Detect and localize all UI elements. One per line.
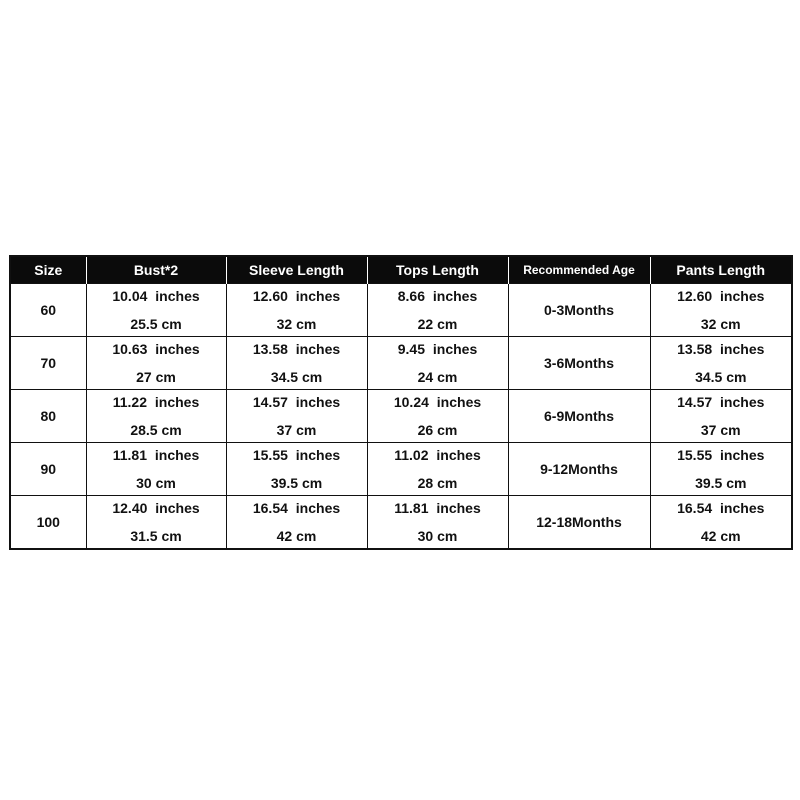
pants-inches: 15.55 inches xyxy=(677,447,765,463)
pants-cell xyxy=(650,284,792,337)
bust-cm: 25.5 cm xyxy=(130,316,182,332)
tops-inches: 8.66 inches xyxy=(397,288,478,304)
header-row xyxy=(10,256,792,284)
tops-inches: 11.02 inches xyxy=(394,447,481,463)
tops-cm: 22 cm xyxy=(417,316,458,332)
sleeve-cell xyxy=(226,390,367,443)
sleeve-cm: 34.5 cm xyxy=(270,369,323,385)
pants-cell xyxy=(650,390,792,443)
table-row xyxy=(10,337,792,390)
tops-inches: 11.81 inches xyxy=(394,500,481,516)
age-cell: 12-18Months xyxy=(508,496,650,550)
pants-inches: 13.58 inches xyxy=(677,341,765,357)
age-cell: 6-9Months xyxy=(508,390,650,443)
pants-cell xyxy=(650,496,792,550)
sleeve-cm: 42 cm xyxy=(276,528,317,544)
tops-cm: 24 cm xyxy=(417,369,458,385)
bust-inches: 12.40 inches xyxy=(112,500,200,516)
age-cell: 3-6Months xyxy=(508,337,650,390)
size-cell: 60 xyxy=(10,284,86,337)
size-cell: 80 xyxy=(10,390,86,443)
bust-cm: 31.5 cm xyxy=(130,528,182,544)
age-cell: 9-12Months xyxy=(508,443,650,496)
header-pants-length: Pants Length xyxy=(650,256,792,284)
size-cell: 70 xyxy=(10,337,86,390)
tops-cm: 26 cm xyxy=(417,422,458,438)
sleeve-inches: 14.57 inches xyxy=(252,394,341,410)
tops-cm: 28 cm xyxy=(417,475,458,491)
sleeve-cm: 32 cm xyxy=(276,316,317,332)
bust-cell xyxy=(86,443,226,496)
sleeve-cell xyxy=(226,496,367,550)
bust-inches: 10.04 inches xyxy=(112,288,200,304)
size-chart-table xyxy=(9,255,793,550)
pants-cm: 42 cm xyxy=(700,528,741,544)
bust-cm: 30 cm xyxy=(136,475,176,491)
sleeve-cell xyxy=(226,443,367,496)
table-row xyxy=(10,443,792,496)
bust-cell xyxy=(86,337,226,390)
bust-cm: 28.5 cm xyxy=(130,422,182,438)
sleeve-cell xyxy=(226,284,367,337)
sleeve-inches: 16.54 inches xyxy=(252,500,341,516)
age-cell: 0-3Months xyxy=(508,284,650,337)
bust-cell xyxy=(86,284,226,337)
sleeve-inches: 13.58 inches xyxy=(252,341,341,357)
bust-inches: 11.22 inches xyxy=(112,394,200,410)
bust-inches: 11.81 inches xyxy=(112,447,200,463)
tops-cell xyxy=(367,443,508,496)
pants-cm: 37 cm xyxy=(700,422,741,438)
header-recommended-age: Recommended Age xyxy=(508,256,650,284)
sleeve-inches: 12.60 inches xyxy=(252,288,341,304)
tops-inches: 10.24 inches xyxy=(393,394,482,410)
bust-cell xyxy=(86,496,226,550)
sleeve-cm: 37 cm xyxy=(276,422,317,438)
size-cell: 90 xyxy=(10,443,86,496)
bust-cell xyxy=(86,390,226,443)
pants-inches: 14.57 inches xyxy=(677,394,765,410)
pants-cm: 39.5 cm xyxy=(695,475,747,491)
tops-cm: 30 cm xyxy=(417,528,458,544)
tops-cell xyxy=(367,337,508,390)
bust-inches: 10.63 inches xyxy=(112,341,200,357)
tops-cell xyxy=(367,496,508,550)
pants-inches: 12.60 inches xyxy=(677,288,765,304)
table-row xyxy=(10,496,792,550)
pants-cm: 34.5 cm xyxy=(695,369,747,385)
pants-cell xyxy=(650,443,792,496)
bust-cm: 27 cm xyxy=(136,369,176,385)
table-row xyxy=(10,390,792,443)
sleeve-cell xyxy=(226,337,367,390)
sleeve-inches: 15.55 inches xyxy=(252,447,341,463)
header-sleeve-length: Sleeve Length xyxy=(226,256,367,284)
size-cell: 100 xyxy=(10,496,86,550)
header-size: Size xyxy=(10,256,86,284)
tops-cell xyxy=(367,390,508,443)
tops-cell xyxy=(367,284,508,337)
sleeve-cm: 39.5 cm xyxy=(270,475,323,491)
pants-inches: 16.54 inches xyxy=(677,500,765,516)
header-tops-length: Tops Length xyxy=(367,256,508,284)
table-row xyxy=(10,284,792,337)
pants-cm: 32 cm xyxy=(700,316,741,332)
tops-inches: 9.45 inches xyxy=(397,341,478,357)
header-bust: Bust*2 xyxy=(86,256,226,284)
pants-cell xyxy=(650,337,792,390)
